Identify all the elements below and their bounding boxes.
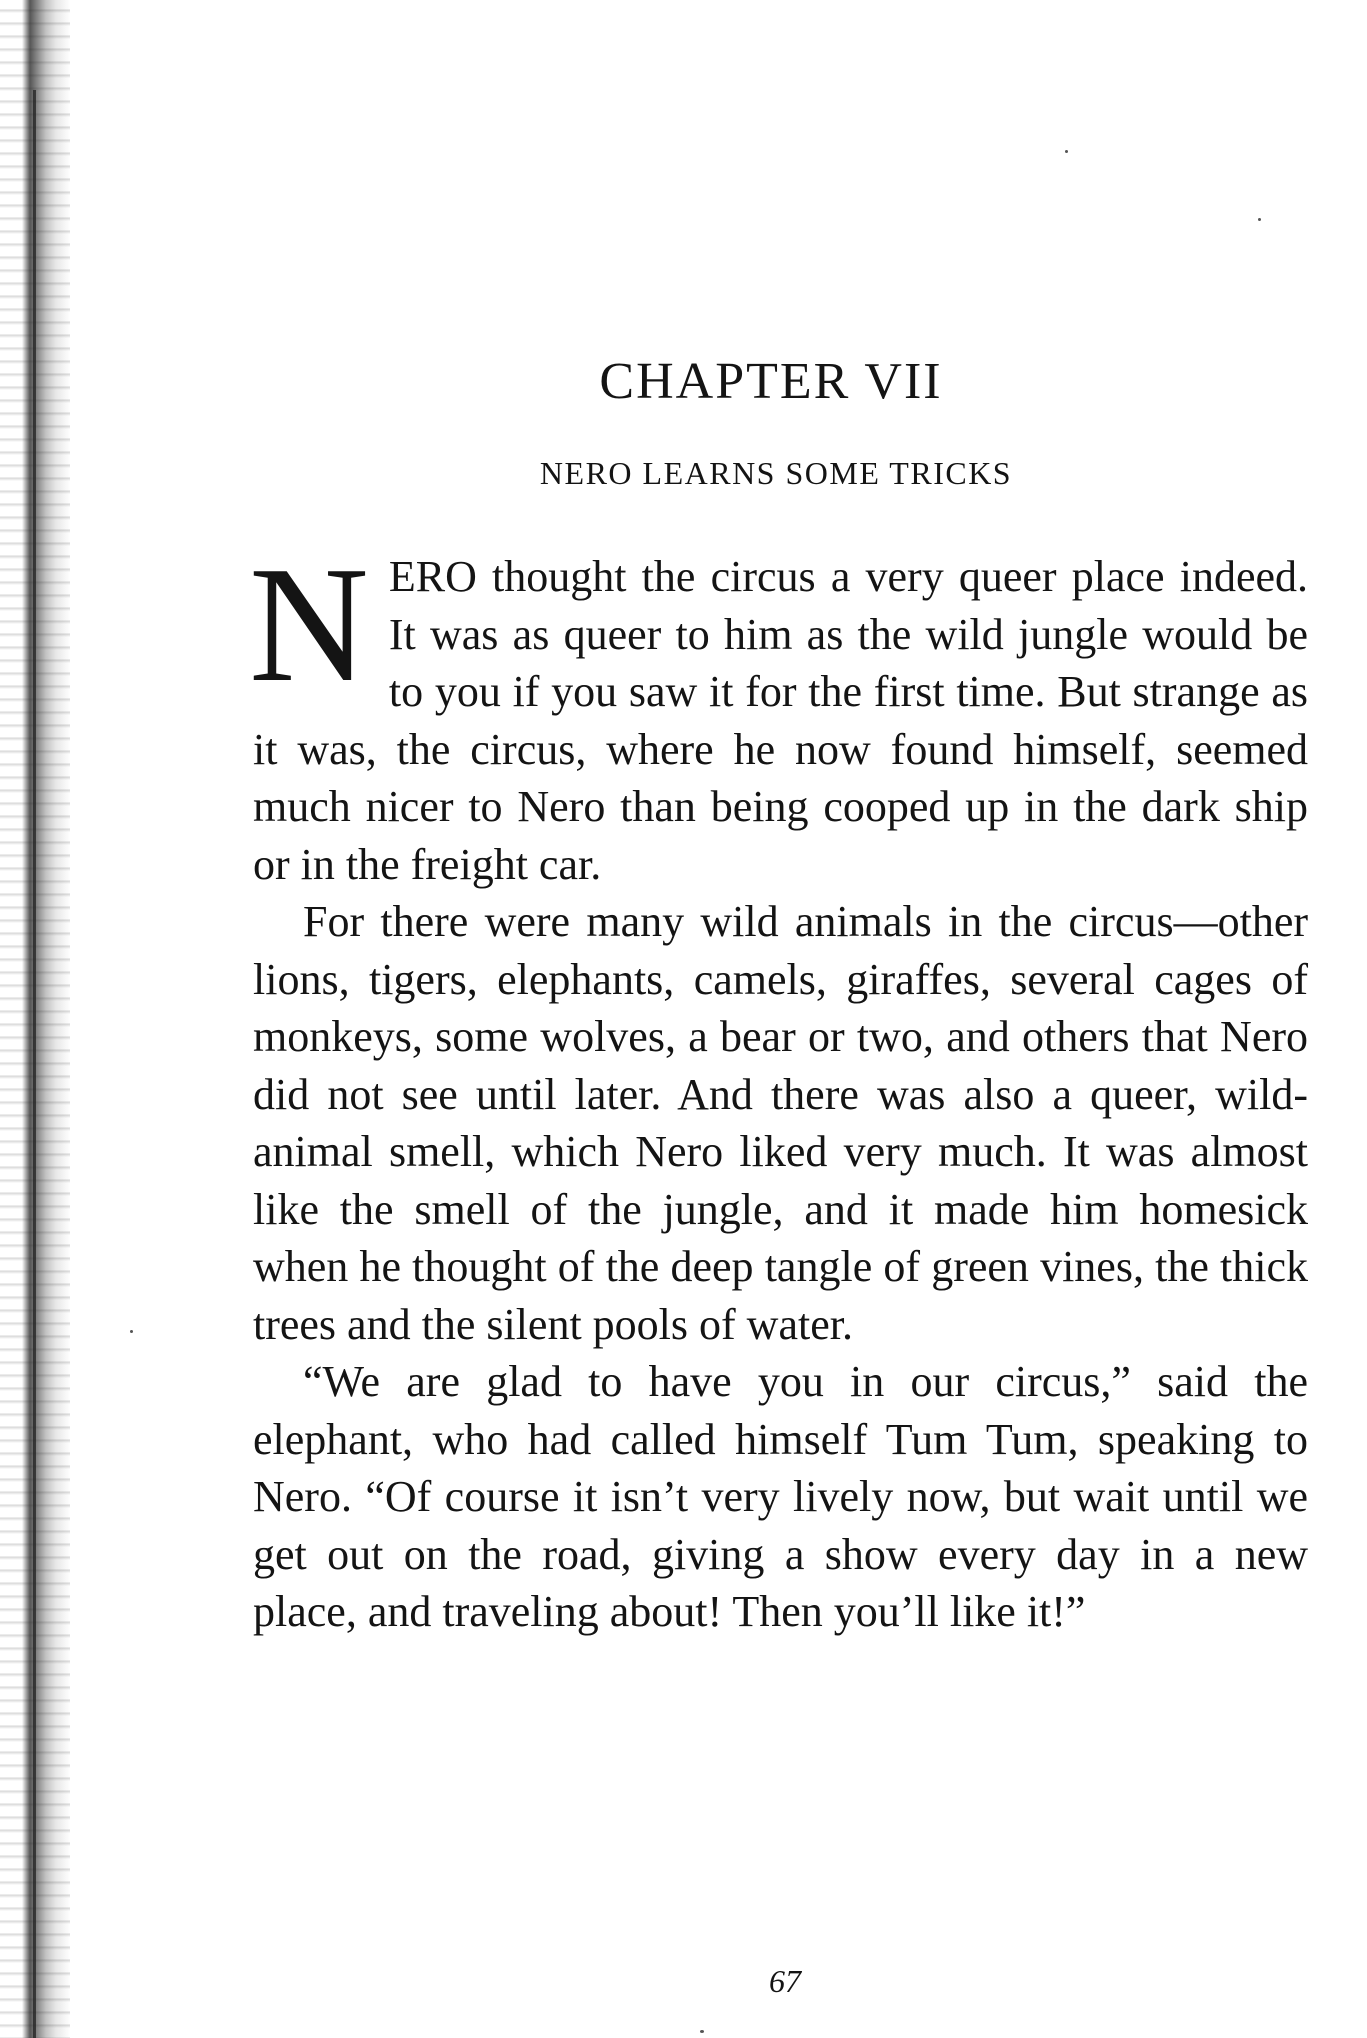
chapter-subtitle — [0, 455, 1367, 492]
paragraph-3: “We are glad to have you in our circus,” said the elephant, who had called himself Tum Tum, speaking to Nero. “Of course it isn’t very lively now, but wait until we get out on the road, giving a show every day in a new place, and traveling about! Then you’ll like it!” — [253, 1357, 1308, 1636]
scan-speck — [1258, 218, 1261, 221]
scan-speck — [700, 2030, 704, 2033]
chapter-title — [0, 352, 1367, 411]
body-text — [249, 532, 1308, 1641]
scan-speck — [130, 1330, 133, 1333]
paragraph-2: For there were many wild animals in the circus—other lions, tigers, elephants, camels, giraffes, several cages of monkeys, some wolves, a bear or two, and others that Nero did not see until later. And there was also a queer, wild-animal smell, which Nero liked very much. It was almost like the smell of the jungle, and it made him homesick when he thought of the deep tangle of green vines, the thick trees and the silent pools of water. — [253, 897, 1308, 1349]
chapter-title-text: CHAPTER VII — [599, 353, 943, 410]
chapter-subtitle-text: NERO LEARNS SOME TRICKS — [539, 455, 1013, 491]
paragraph-1 — [249, 532, 1308, 893]
paragraph-1-text: ERO thought the circus a very queer place indeed. It was as queer to him as the wild jungle would be to you if you saw it for the first time. But strange as it was, the circus, where he now found himself, seemed much nicer to Nero than being cooped up in the dark ship or in the freight car. — [253, 552, 1308, 889]
scan-speck — [1065, 150, 1068, 153]
page-number-text: 67 — [769, 1963, 801, 1999]
drop-cap: N — [249, 532, 369, 716]
page-number — [0, 1963, 1367, 2000]
